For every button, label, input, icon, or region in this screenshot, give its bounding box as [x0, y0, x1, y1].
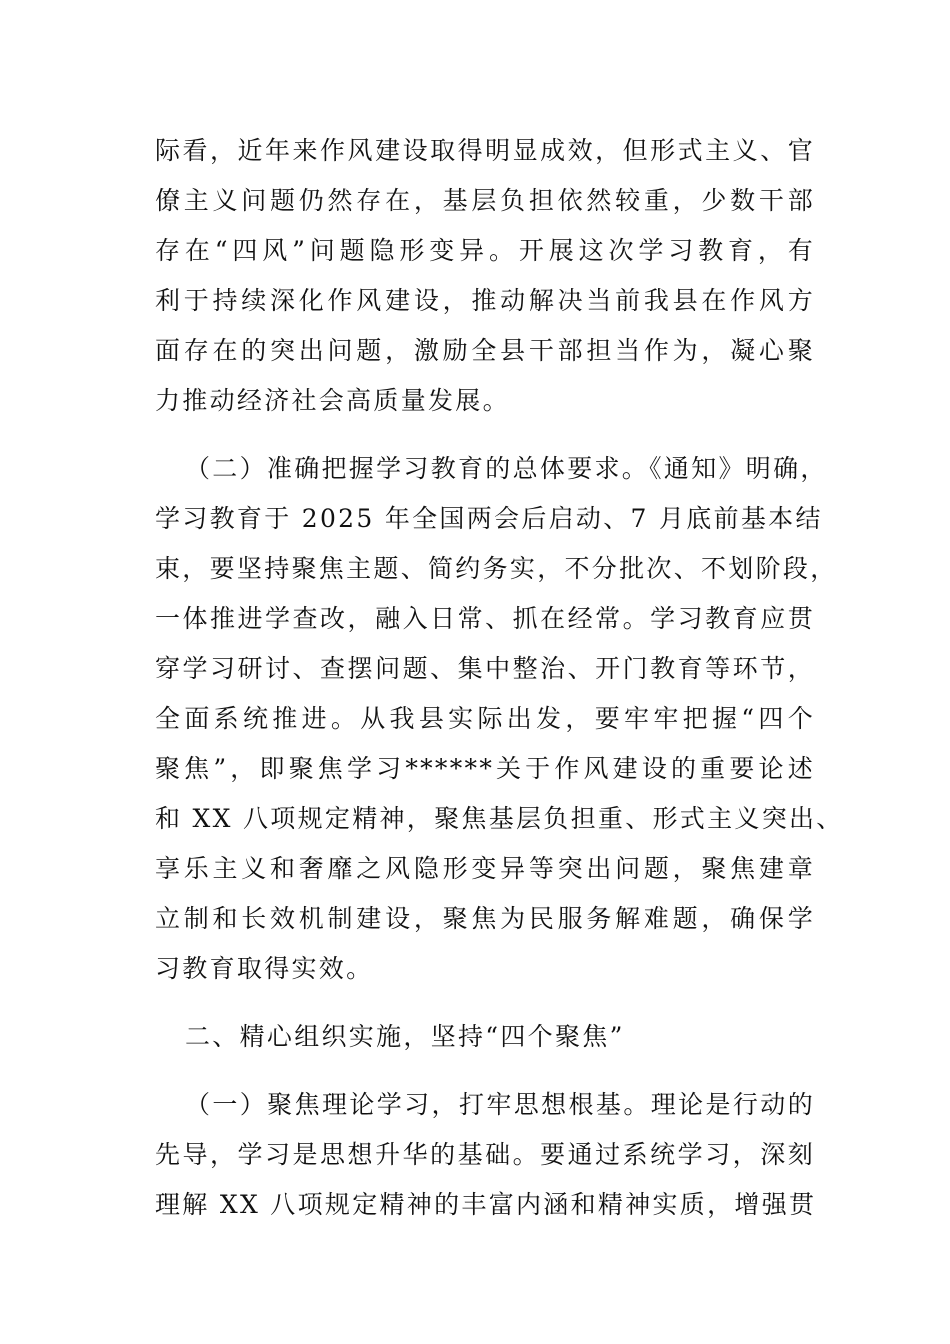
paragraph-theory-study [155, 1080, 815, 1230]
text-line: 穿学习研讨、查摆问题、集中整治、开门教育等环节， [155, 654, 815, 683]
text-line: 一体推进学查改，融入日常、抓在经常。学习教育应贯 [155, 604, 815, 633]
text-line: 学习教育于 2025 年全国两会后启动、7 月底前基本结 [155, 504, 823, 533]
section-heading-text: 二、精心组织实施，坚持“四个聚焦” [185, 1022, 625, 1051]
text-line: （二）准确把握学习教育的总体要求。《通知》明确， [185, 454, 828, 483]
text-line: 存在“四风”问题隐形变异。开展这次学习教育，有 [155, 236, 815, 265]
text-line: （一）聚焦理论学习，打牢思想根基。理论是行动的 [185, 1090, 815, 1119]
text-line: 利于持续深化作风建设，推动解决当前我县在作风方 [155, 286, 815, 315]
text-line: 理解 XX 八项规定精神的丰富内涵和精神实质，增强贯 [155, 1190, 817, 1219]
paragraph-overall-requirements [155, 444, 844, 994]
text-line: 立制和长效机制建设，聚焦为民服务解难题，确保学 [155, 904, 815, 933]
text-line: 力推动经济社会高质量发展。 [155, 386, 510, 415]
text-line: 聚焦”，即聚焦学习******关于作风建设的重要论述 [155, 754, 815, 783]
text-line: 束，要坚持聚焦主题、简约务实，不分批次、不划阶段， [155, 554, 838, 583]
text-line: 僚主义问题仍然存在，基层负担依然较重，少数干部 [155, 186, 815, 215]
text-line: 先导，学习是思想升华的基础。要通过系统学习，深刻 [155, 1140, 815, 1169]
paragraph-continuation [155, 126, 815, 426]
text-line: 和 XX 八项规定精神，聚焦基层负担重、形式主义突出、 [155, 804, 844, 833]
document-body [155, 126, 844, 1248]
section-heading [155, 1012, 815, 1062]
text-line: 际看，近年来作风建设取得明显成效，但形式主义、官 [155, 136, 815, 165]
text-line: 面存在的突出问题，激励全县干部担当作为，凝心聚 [155, 336, 815, 365]
text-line: 享乐主义和奢靡之风隐形变异等突出问题，聚焦建章 [155, 854, 815, 883]
text-line: 习教育取得实效。 [155, 954, 374, 983]
text-line: 全面系统推进。从我县实际出发，要牢牢把握“四个 [155, 704, 815, 733]
